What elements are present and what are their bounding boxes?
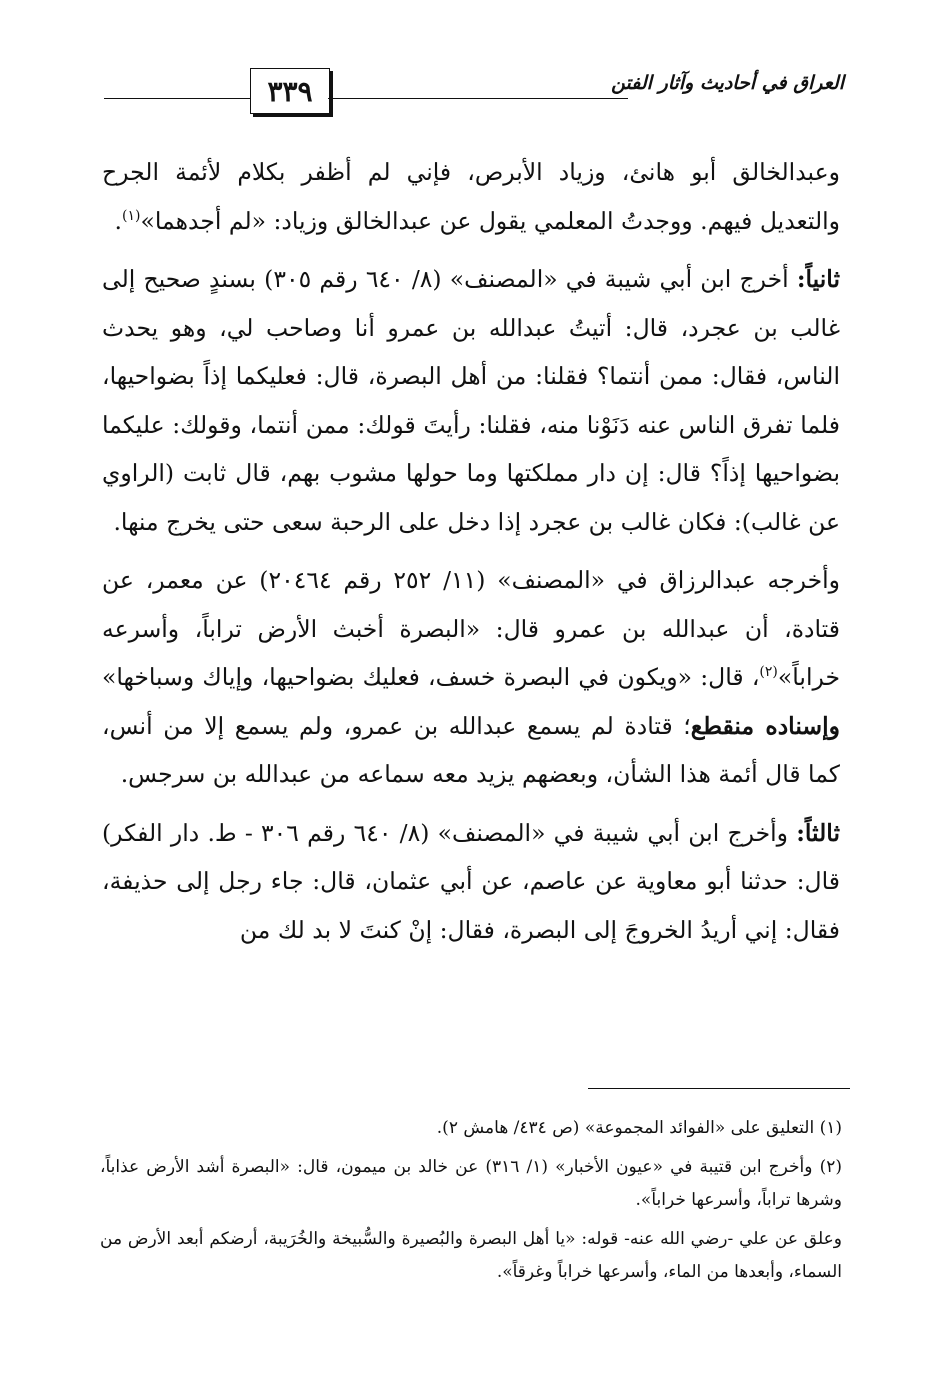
footnote-1: (١) التعليق على «الفوائد المجموعة» (ص ٤٣٤/ هامش ٢). [436,1118,842,1138]
paragraph-1 [102,148,840,245]
paragraph-2-lead: ثانياً: [796,265,841,293]
paragraph-4-text: وأخرج ابن أبي شيبة في «المصنف» (٨/ ٦٤٠ رقم ٣٠٦ - ط. دار الفكر) قال: حدثنا أبو معاوية عن عاصم، عن أبي عثمان، قال: جاء رجل إلى حذيفة، فقال: إني أريدُ الخروجَ إلى البصرة، فقال: إنْ كنتَ لا بد لك من [102,818,840,944]
paragraph-3-bold: وإسناده منقطع [690,711,840,740]
header-rule-right [328,98,628,99]
paragraph-3-text-c: ؛ قتادة لم يسمع عبدالله بن عمرو، ولم يسمع إلا من أنس، كما قال أئمة هذا الشأن، وبعضهم يزيد معه سماعه من عبدالله بن سرجس. [102,711,840,788]
paragraph-2-text: أخرج ابن أبي شيبة في «المصنف» (٨/ ٦٤٠ رقم ٣٠٥) بسندٍ صحيح إلى غالب بن عجرد، قال: أتيتُ عبدالله بن عمرو أنا وصاحب لي، وهو يحدث الناس، فقال: ممن أنتما؟ فقلنا: من أهل البصرة، قال: فعليكما إذاً بضواحيها، فلما تفرق الناس عنه دَنَوْنا منه، فقلنا: رأيتَ قولك: ممن أنتما، وقولك: عليكما بضواحيها إذاً؟ قال: إن دار مملكتها وما حولها مشوب بهم، قال ثابت (الراوي عن غالب): فكان غالب بن عجرد إذا دخل على الرحبة سعى حتى يخرج منها. [102,265,840,536]
paragraph-4-lead: ثالثاً: [796,818,840,847]
paragraph-3 [102,556,840,799]
paragraph-4 [102,809,840,955]
paragraph-1-text: وعبدالخالق أبو هانئ، وزياد الأبرص، فإني لم أظفر بكلام لأئمة الجرح والتعديل فيهم. ووجدتُ المعلمي يقول عن عبدالخالق وزياد: «لم أجدهما» [102,158,840,235]
paragraph-3-text-b: ، قال: «ويكون في البصرة خسف، فعليك بضواحيها، وإياك وسباخها» [102,663,760,691]
header-rule-left [104,98,250,99]
footnote-ref-2: (٢) [759,664,778,681]
page-number-box [250,68,330,114]
page-number: ٣٣٩ [267,74,313,108]
footnotes [100,1112,842,1295]
paragraph-1-end: . [114,206,122,235]
footnote-divider [588,1088,850,1089]
footnote-2: (٢) وأخرج ابن قتيبة في «عيون الأخبار» (١/ ٣١٦) عن خالد بن ميمون، قال: «البصرة أشد الأرض عذاباً، وشرها تراباً، وأسرعها خراباً». [100,1157,842,1210]
running-header [92,64,848,124]
main-text [102,148,840,964]
paragraph-3-text-a: وأخرجه عبدالرزاق في «المصنف» (١١/ ٢٥٢ رقم ٢٠٤٦٤) عن معمر، عن قتادة، أن عبدالله بن عمرو قال: «البصرة أخبث الأرض تراباً، وأسرعه خراباً» [102,566,840,691]
paragraph-2 [102,255,840,546]
footnote-ref-1: (١) [122,207,141,224]
book-title: العراق في أحاديث وآثار الفتن [611,72,844,94]
footnote-3: وعلق عن علي -رضي الله عنه- قوله: «يا أهل البصرة والبُصيرة والسُّبيخة والخُرَيبة، أرضكم أبعد الأرض من السماء، وأبعدها من الماء، وأسرعها خراباً وغرقاً». [100,1229,842,1282]
